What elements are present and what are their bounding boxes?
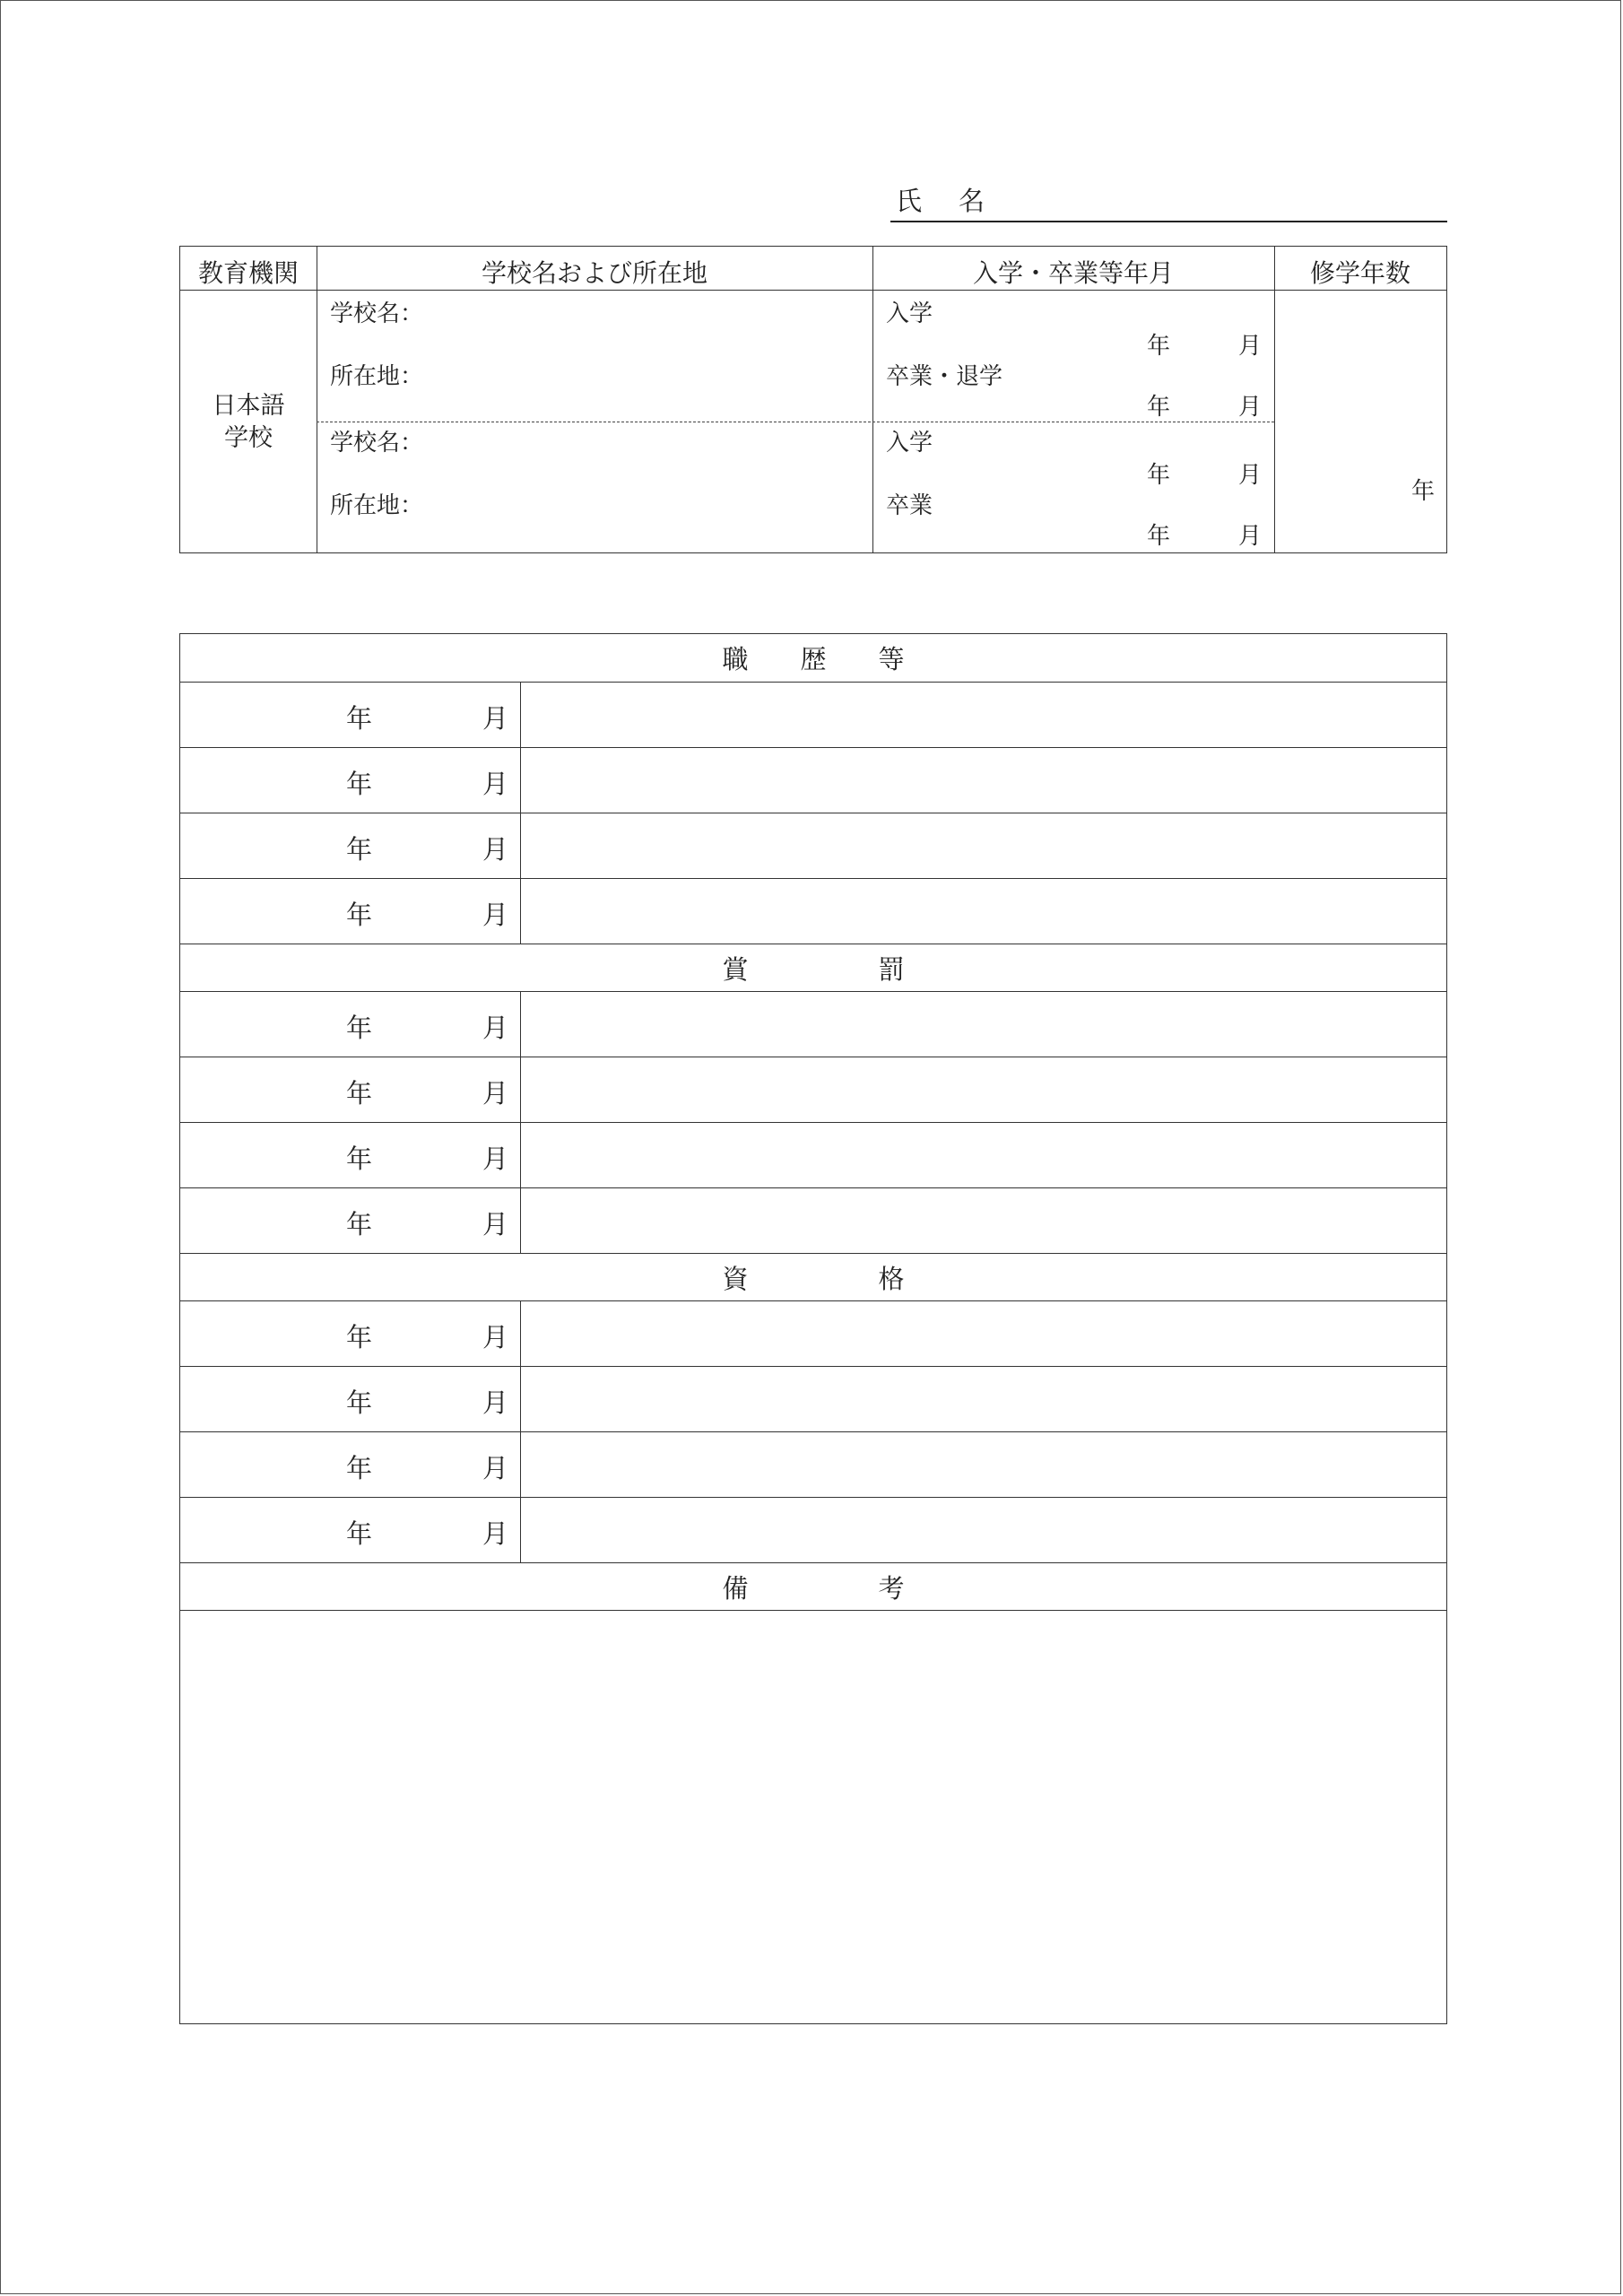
header-enter-leave-date: 入学・卒業等年月 [972, 258, 1174, 288]
leave-label: 卒業 [886, 492, 933, 519]
month-unit: 月 [482, 1453, 509, 1483]
table-row[interactable] [180, 879, 1446, 944]
date-cell [180, 683, 521, 747]
date-cell [180, 1123, 521, 1187]
date-cell [180, 879, 521, 944]
section-title: 職 歴 等 [722, 644, 905, 674]
table-row[interactable] [180, 1432, 1446, 1498]
month-unit: 月 [482, 1078, 509, 1109]
year-unit: 年 [346, 1387, 373, 1418]
school-name-label: 学校名： [330, 300, 424, 327]
table-row[interactable] [180, 683, 1446, 748]
table-row[interactable] [180, 813, 1446, 879]
year-unit: 年 [346, 1518, 373, 1549]
year-unit: 年 [346, 1209, 373, 1239]
name-field[interactable] [890, 179, 1447, 222]
header-school-address: 学校名および所在地 [481, 258, 707, 288]
date-cell [180, 813, 521, 878]
table-row[interactable] [180, 1123, 1446, 1188]
year-unit: 年 [346, 900, 373, 930]
month-unit: 月 [482, 703, 509, 734]
leave-year-unit: 年 [1147, 394, 1171, 421]
section-header-remarks [180, 1563, 1446, 1611]
table-row[interactable] [180, 992, 1446, 1057]
school-address-label: 所在地： [330, 363, 424, 390]
remarks-area[interactable] [180, 1611, 1446, 2023]
year-unit: 年 [346, 1078, 373, 1109]
section-header-employment [180, 634, 1446, 683]
leave-month-unit: 月 [1238, 523, 1263, 550]
enter-month-unit: 月 [1238, 462, 1263, 489]
enter-year-unit: 年 [1147, 333, 1171, 360]
year-unit: 年 [346, 1453, 373, 1483]
date-cell [180, 1498, 521, 1562]
year-unit: 年 [346, 834, 373, 865]
date-cell [180, 992, 521, 1057]
table-row[interactable] [180, 1188, 1446, 1254]
year-unit: 年 [346, 1013, 373, 1043]
section-title: 資 格 [722, 1263, 905, 1294]
school-name-label: 学校名： [330, 430, 424, 457]
month-unit: 月 [482, 900, 509, 930]
enter-label: 入学 [886, 300, 933, 327]
month-unit: 月 [482, 834, 509, 865]
date-cell [180, 1057, 521, 1122]
leave-year-unit: 年 [1147, 523, 1171, 550]
table-row[interactable] [180, 748, 1446, 813]
year-unit: 年 [346, 1144, 373, 1174]
enter-month-unit: 月 [1238, 333, 1263, 360]
school-address-label: 所在地： [330, 492, 424, 519]
enter-year-unit: 年 [1147, 462, 1171, 489]
edu-header-divider [180, 290, 1446, 291]
table-row[interactable] [180, 1498, 1446, 1563]
date-cell [180, 1432, 521, 1497]
section-header-qualifications [180, 1254, 1446, 1301]
enter-label: 入学 [886, 430, 933, 457]
table-row[interactable] [180, 1367, 1446, 1432]
month-unit: 月 [482, 1013, 509, 1043]
month-unit: 月 [482, 1209, 509, 1239]
year-unit: 年 [346, 1322, 373, 1352]
remarks-title: 備 考 [722, 1572, 905, 1604]
history-table [179, 633, 1447, 2024]
month-unit: 月 [482, 1518, 509, 1549]
date-cell [180, 1301, 521, 1366]
study-years-unit: 年 [1411, 478, 1436, 505]
month-unit: 月 [482, 769, 509, 799]
month-unit: 月 [482, 1144, 509, 1174]
edu-col-divider [1274, 247, 1275, 552]
header-institution: 教育機関 [197, 258, 299, 288]
institution-name: 日本語 学校 [212, 392, 285, 452]
date-cell [180, 1367, 521, 1431]
year-unit: 年 [346, 703, 373, 734]
date-cell [180, 748, 521, 813]
education-table [179, 246, 1447, 553]
section-title: 賞 罰 [722, 953, 905, 985]
edu-col-divider [872, 247, 873, 552]
leave-label: 卒業・退学 [886, 363, 1003, 390]
year-unit: 年 [346, 769, 373, 799]
section-header-awards [180, 944, 1446, 992]
leave-month-unit: 月 [1238, 394, 1263, 421]
month-unit: 月 [482, 1322, 509, 1352]
month-unit: 月 [482, 1387, 509, 1418]
header-study-years: 修学年数 [1309, 258, 1410, 288]
table-row[interactable] [180, 1301, 1446, 1367]
name-label: 氏 名 [896, 186, 991, 216]
date-cell [180, 1188, 521, 1253]
table-row[interactable] [180, 1057, 1446, 1123]
